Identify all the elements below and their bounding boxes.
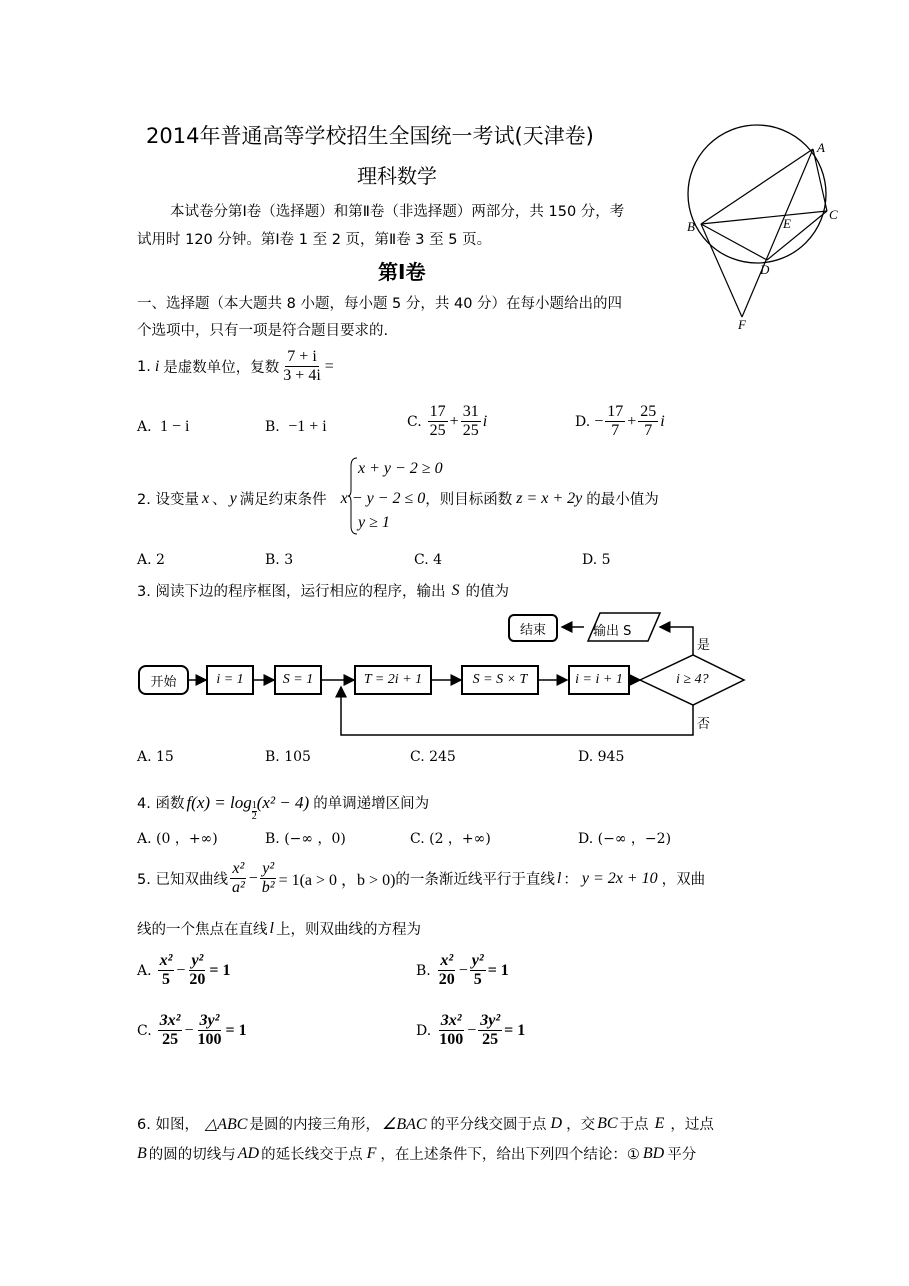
q6-line-2: B 的圆的切线与 AD 的延长线交于点 F ，在上述条件下，给出下列四个结论：① BD 平分 [137, 1144, 697, 1163]
q5-line-l: l [556, 869, 562, 887]
label-a: A [817, 140, 825, 155]
q4-argument: (x² − 4) [256, 792, 310, 812]
intro-line-2: 试用时 120 分钟。第Ⅰ卷 1 至 2 页，第Ⅱ卷 3 至 5 页。 [137, 232, 492, 248]
q5-option-d: D. $\frac{\text{3x²}}{100}$ − $\frac{\text{3y²}}{25}$ = 1 [416, 1012, 526, 1048]
label-f: F [738, 317, 746, 332]
q1-option-c-i: i [482, 412, 488, 430]
q1-option-c [407, 403, 487, 440]
section-1-line-2: 个选项中，只有一项是符合题目要求的. [137, 323, 389, 339]
q4-function: f(x) = log [186, 792, 252, 812]
q5-line-eq: y = 2x + 10 [581, 869, 658, 887]
label-e: E [783, 216, 791, 231]
q1-option-c-d1: 25 [429, 422, 446, 439]
flow-start: 开始 [138, 665, 189, 695]
q1-option-d-d2: 7 [644, 422, 653, 439]
q1-option-a-label: A. [137, 419, 152, 435]
q4-stem-a: 4. 函数 [137, 796, 185, 812]
q1-option-d-frac2 [638, 403, 658, 440]
q3-stem [137, 580, 509, 601]
q1-denominator: 3 + 4i [283, 367, 321, 384]
segment-bd [701, 224, 767, 260]
q5-frac-x: $\frac{\text{x²}}{\text{a²}}$ [231, 860, 245, 896]
q2-constraint-1: x + y − 2 ≥ 0 [358, 460, 443, 477]
circle-figure [680, 120, 850, 340]
q1-option-a [137, 418, 189, 436]
q4-stem [137, 783, 429, 822]
q3-option-a: A. 15 [137, 749, 174, 765]
label-d: D [760, 262, 770, 277]
q2-constraint-2: x − y − 2 ≤ 0 [340, 489, 426, 507]
flow-no-label: 否 [697, 717, 711, 732]
q5-eq-tail: = 1(a > 0 ，b > 0) [278, 872, 396, 889]
q3-stem-b: 的值为 [465, 584, 509, 600]
q1-option-b [265, 418, 327, 436]
segment-af [742, 149, 813, 317]
q3-option-d: D. 945 [578, 749, 625, 765]
q1-option-d-n2: 25 [640, 403, 657, 420]
q1-numerator: 7 + i [287, 348, 317, 365]
q2-option-b: B. 3 [265, 552, 294, 568]
volume-heading: 第Ⅰ卷 [378, 260, 426, 284]
q5-stem-b: 的一条渐近线平行于直线 [395, 872, 555, 888]
q1-option-c-n2: 31 [462, 403, 479, 420]
q2-sep: 、 [212, 492, 227, 508]
q1-option-a-value: 1 − i [160, 418, 190, 435]
q1-option-d [575, 403, 665, 440]
q5-option-c: C. $\frac{\text{3x²}}{25}$ − $\frac{\text{3y²}}{100}$ = 1 [137, 1012, 247, 1048]
q4-option-d: D. (−∞ ，−2) [578, 831, 672, 847]
q3-option-b: B. 105 [265, 749, 311, 765]
q1-option-d-plus: + [627, 412, 637, 430]
q1-option-c-frac1 [428, 403, 448, 440]
q2-stem-b: 满足约束条件 [239, 492, 327, 508]
tangent-bf [701, 224, 742, 317]
flow-i-inc: i = i + 1 [568, 665, 630, 695]
q2-option-a: A. 2 [137, 552, 165, 568]
q1-option-d-label: D. [575, 413, 591, 430]
q5-stem-line-2: 线的一个焦点在直线 l 上，则双曲线的方程为 [137, 919, 421, 938]
q4-stem-b: 的单调递增区间为 [313, 796, 430, 812]
q2-constraint-3: y ≥ 1 [358, 514, 390, 531]
q2-objective: z = x + 2y [516, 489, 583, 507]
flow-end: 结束 [508, 614, 558, 642]
exam-subtitle: 理科数学 [357, 164, 437, 188]
label-b: B [687, 219, 695, 234]
q1-option-d-d1: 7 [611, 422, 620, 439]
q2-var-x: x [201, 489, 210, 507]
q1-option-c-d2: 25 [462, 422, 479, 439]
flow-s-assign: S = S × T [461, 665, 539, 695]
q5-option-b: B. $\frac{\text{x²}}{20}$ − $\frac{\text{y²}}{5}$ = 1 [416, 952, 509, 988]
q1-option-c-frac2 [461, 403, 481, 440]
q1-stem-text: 是虚数单位，复数 [163, 360, 280, 376]
q2-stem-d: 的最小值为 [586, 492, 659, 508]
exam-title: 2014年普通高等学校招生全国统一考试(天津卷) [146, 124, 594, 148]
segment-bc [701, 211, 827, 224]
q1-option-d-frac1 [605, 403, 625, 440]
q1-stem [137, 348, 334, 385]
q1-option-c-label: C. [407, 413, 422, 430]
q2-stem [137, 488, 659, 509]
q2-option-c: C. 4 [414, 552, 443, 568]
q1-option-c-plus: + [449, 412, 459, 430]
q5-frac-y: $\frac{\text{y²}}{\text{b²}}$ [261, 860, 275, 896]
q4-option-a: A. (0 ，+∞) [137, 831, 218, 847]
q3-option-c: C. 245 [410, 749, 456, 765]
q2-stem-a: 2. 设变量 [137, 492, 199, 508]
flow-s-init: S = 1 [274, 665, 322, 695]
flow-yes-label: 是 [697, 638, 711, 653]
flow-t-assign: T = 2i + 1 [354, 665, 432, 695]
q1-option-b-value: −1 + i [288, 418, 327, 435]
q2-stem-c: ，则目标函数 [425, 492, 513, 508]
q1-i: i [154, 357, 160, 375]
q5-option-a: A. $\frac{\text{x²}}{5}$ − $\frac{\text{y²}}{20}$ = 1 [137, 952, 231, 988]
flow-output: 输出 S [593, 624, 632, 639]
label-c: C [829, 207, 838, 222]
q1-option-d-n1: 17 [607, 403, 624, 420]
q3-stem-a: 3. 阅读下边的程序框图，运行相应的程序，输出 [137, 584, 446, 600]
section-1-line-1: 一、选择题（本大题共 8 小题，每小题 5 分，共 40 分）在每小题给出的四 [137, 296, 623, 312]
flow-i-init: i = 1 [206, 665, 254, 695]
q5-stem [137, 860, 705, 897]
q5-stem-a: 5. 已知双曲线 [137, 872, 228, 888]
q1-fraction [281, 348, 322, 385]
q1-option-c-n1: 17 [429, 403, 446, 420]
q4-option-c: C. (2 ，+∞) [410, 831, 491, 847]
q5-minus: − [248, 869, 258, 887]
segment-ba [701, 149, 813, 224]
intro-line-1: 本试卷分第Ⅰ卷（选择题）和第Ⅱ卷（非选择题）两部分，共 150 分，考 [170, 204, 625, 220]
q1-number: 1. [137, 358, 151, 375]
q2-option-d: D. 5 [582, 552, 611, 568]
q6-line-1: 6. 如图， △ABC 是圆的内接三角形， ∠BAC 的平分线交圆于点 D ，交 BC 于点 E ，过点 [137, 1114, 714, 1133]
q3-stem-var: S [451, 581, 460, 599]
q2-var-y: y [229, 489, 237, 507]
flow-condition: i ≥ 4? [676, 672, 709, 687]
q1-option-d-i: i [660, 412, 665, 430]
q1-option-d-minus: − [594, 412, 604, 430]
q4-option-b: B. (−∞ ，0) [265, 831, 346, 847]
q1-option-b-label: B. [265, 419, 280, 435]
q1-equals: = [324, 357, 334, 375]
q5-colon: ： [563, 872, 578, 888]
q5-stem-c: ，双曲 [661, 872, 706, 888]
q4-log-base: 1 2 [251, 800, 257, 822]
